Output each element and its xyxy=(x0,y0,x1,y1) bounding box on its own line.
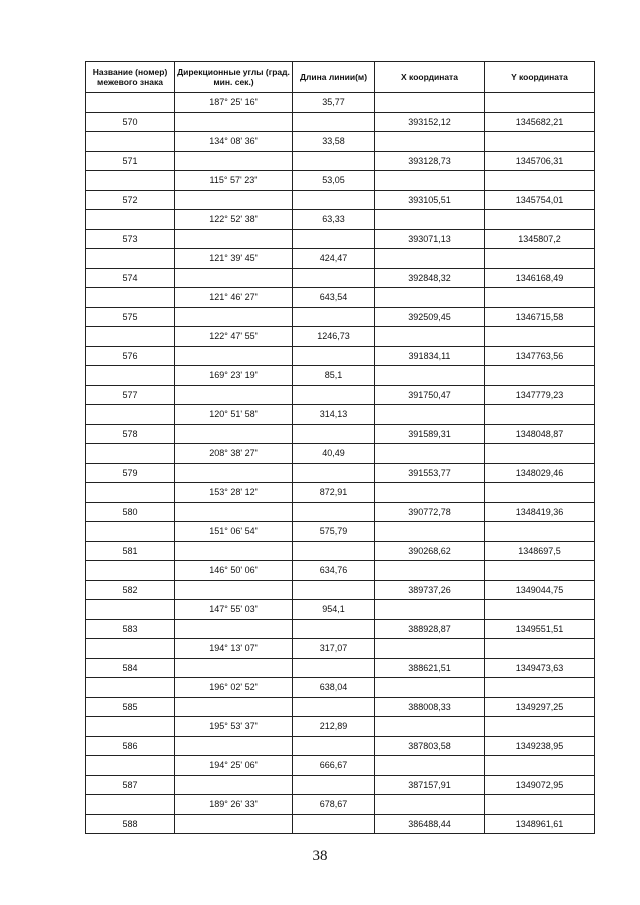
cell-x-coordinate xyxy=(375,522,485,542)
table-row xyxy=(86,463,595,483)
table-row xyxy=(86,210,595,230)
cell-direction-angle xyxy=(175,307,293,327)
table-row xyxy=(86,268,595,288)
cell-direction-angle xyxy=(175,346,293,366)
cell-point-name xyxy=(86,756,175,776)
cell-x-coordinate xyxy=(375,639,485,659)
cell-point-name: 575 xyxy=(86,307,175,327)
table-row xyxy=(86,814,595,834)
cell-direction-angle xyxy=(175,580,293,600)
cell-y-coordinate: 1345706,31 xyxy=(485,151,595,171)
cell-point-name: 582 xyxy=(86,580,175,600)
cell-direction-angle: 122° 47' 55" xyxy=(175,327,293,347)
table-row xyxy=(86,346,595,366)
cell-y-coordinate xyxy=(485,483,595,503)
cell-x-coordinate xyxy=(375,600,485,620)
cell-x-coordinate: 391750,47 xyxy=(375,385,485,405)
cell-line-length xyxy=(293,775,375,795)
cell-y-coordinate: 1346715,58 xyxy=(485,307,595,327)
cell-y-coordinate xyxy=(485,210,595,230)
header-point-name: Название (номер) межевого знака xyxy=(86,62,175,93)
cell-line-length xyxy=(293,502,375,522)
table-row xyxy=(86,795,595,815)
table-header-row xyxy=(86,62,595,93)
cell-x-coordinate: 391589,31 xyxy=(375,424,485,444)
cell-direction-angle: 208° 38' 27" xyxy=(175,444,293,464)
cell-line-length: 678,67 xyxy=(293,795,375,815)
cell-line-length: 314,13 xyxy=(293,405,375,425)
cell-line-length xyxy=(293,580,375,600)
cell-direction-angle: 194° 13' 07" xyxy=(175,639,293,659)
table-row xyxy=(86,151,595,171)
cell-direction-angle xyxy=(175,541,293,561)
cell-point-name xyxy=(86,210,175,230)
cell-direction-angle xyxy=(175,619,293,639)
cell-line-length xyxy=(293,619,375,639)
cell-x-coordinate xyxy=(375,249,485,269)
cell-x-coordinate xyxy=(375,366,485,386)
cell-x-coordinate: 391834,11 xyxy=(375,346,485,366)
table-row xyxy=(86,639,595,659)
cell-point-name xyxy=(86,795,175,815)
cell-point-name xyxy=(86,171,175,191)
cell-x-coordinate xyxy=(375,288,485,308)
cell-y-coordinate xyxy=(485,795,595,815)
cell-x-coordinate xyxy=(375,93,485,113)
table-row xyxy=(86,717,595,737)
cell-y-coordinate: 1347763,56 xyxy=(485,346,595,366)
cell-point-name: 587 xyxy=(86,775,175,795)
table-row xyxy=(86,541,595,561)
cell-line-length xyxy=(293,463,375,483)
cell-y-coordinate: 1348419,36 xyxy=(485,502,595,522)
cell-y-coordinate: 1349044,75 xyxy=(485,580,595,600)
cell-x-coordinate: 393152,12 xyxy=(375,112,485,132)
cell-direction-angle: 121° 46' 27" xyxy=(175,288,293,308)
cell-line-length xyxy=(293,658,375,678)
cell-direction-angle xyxy=(175,463,293,483)
cell-direction-angle xyxy=(175,502,293,522)
cell-y-coordinate: 1349551,51 xyxy=(485,619,595,639)
cell-direction-angle xyxy=(175,736,293,756)
cell-direction-angle xyxy=(175,229,293,249)
cell-y-coordinate xyxy=(485,717,595,737)
cell-line-length: 212,89 xyxy=(293,717,375,737)
table-row xyxy=(86,736,595,756)
cell-point-name xyxy=(86,405,175,425)
cell-direction-angle: 147° 55' 03" xyxy=(175,600,293,620)
cell-line-length xyxy=(293,151,375,171)
table-row xyxy=(86,307,595,327)
cell-x-coordinate: 386488,44 xyxy=(375,814,485,834)
cell-point-name xyxy=(86,249,175,269)
cell-line-length: 1246,73 xyxy=(293,327,375,347)
coordinates-table xyxy=(85,61,595,834)
cell-line-length: 638,04 xyxy=(293,678,375,698)
cell-x-coordinate: 388008,33 xyxy=(375,697,485,717)
table-row xyxy=(86,405,595,425)
cell-y-coordinate xyxy=(485,678,595,698)
table-row xyxy=(86,561,595,581)
cell-direction-angle: 153° 28' 12" xyxy=(175,483,293,503)
table-row xyxy=(86,775,595,795)
cell-point-name: 586 xyxy=(86,736,175,756)
cell-x-coordinate: 392848,32 xyxy=(375,268,485,288)
cell-point-name xyxy=(86,93,175,113)
table-row xyxy=(86,522,595,542)
table-row xyxy=(86,424,595,444)
cell-point-name: 585 xyxy=(86,697,175,717)
cell-line-length xyxy=(293,814,375,834)
cell-direction-angle: 120° 51' 58" xyxy=(175,405,293,425)
cell-y-coordinate: 1348697,5 xyxy=(485,541,595,561)
cell-y-coordinate xyxy=(485,93,595,113)
cell-point-name xyxy=(86,717,175,737)
cell-line-length: 634,76 xyxy=(293,561,375,581)
cell-line-length: 63,33 xyxy=(293,210,375,230)
table-row xyxy=(86,366,595,386)
cell-line-length: 643,54 xyxy=(293,288,375,308)
table-row xyxy=(86,288,595,308)
cell-y-coordinate xyxy=(485,327,595,347)
cell-line-length xyxy=(293,736,375,756)
cell-x-coordinate xyxy=(375,561,485,581)
cell-y-coordinate xyxy=(485,522,595,542)
table-row xyxy=(86,132,595,152)
cell-line-length: 53,05 xyxy=(293,171,375,191)
cell-x-coordinate: 393071,13 xyxy=(375,229,485,249)
header-y-coordinate: Y координата xyxy=(485,62,595,93)
cell-y-coordinate: 1347779,23 xyxy=(485,385,595,405)
cell-point-name: 584 xyxy=(86,658,175,678)
cell-y-coordinate xyxy=(485,366,595,386)
cell-direction-angle xyxy=(175,190,293,210)
cell-point-name: 574 xyxy=(86,268,175,288)
cell-direction-angle: 146° 50' 06" xyxy=(175,561,293,581)
cell-point-name xyxy=(86,600,175,620)
cell-direction-angle xyxy=(175,151,293,171)
table-row xyxy=(86,249,595,269)
table-row xyxy=(86,756,595,776)
cell-direction-angle: 189° 26' 33" xyxy=(175,795,293,815)
cell-line-length xyxy=(293,268,375,288)
cell-line-length xyxy=(293,424,375,444)
table-row xyxy=(86,444,595,464)
cell-y-coordinate xyxy=(485,171,595,191)
cell-point-name xyxy=(86,483,175,503)
cell-x-coordinate xyxy=(375,327,485,347)
cell-y-coordinate: 1346168,49 xyxy=(485,268,595,288)
cell-line-length: 35,77 xyxy=(293,93,375,113)
cell-y-coordinate xyxy=(485,405,595,425)
cell-y-coordinate xyxy=(485,288,595,308)
cell-y-coordinate: 1345754,01 xyxy=(485,190,595,210)
cell-x-coordinate xyxy=(375,132,485,152)
cell-y-coordinate: 1349072,95 xyxy=(485,775,595,795)
cell-point-name: 583 xyxy=(86,619,175,639)
cell-direction-angle: 169° 23' 19" xyxy=(175,366,293,386)
cell-point-name: 573 xyxy=(86,229,175,249)
cell-point-name: 579 xyxy=(86,463,175,483)
cell-point-name: 578 xyxy=(86,424,175,444)
cell-x-coordinate: 393105,51 xyxy=(375,190,485,210)
cell-y-coordinate: 1349473,63 xyxy=(485,658,595,678)
cell-line-length: 872,91 xyxy=(293,483,375,503)
table-row xyxy=(86,678,595,698)
cell-line-length: 40,49 xyxy=(293,444,375,464)
cell-x-coordinate xyxy=(375,483,485,503)
cell-point-name xyxy=(86,132,175,152)
header-x-coordinate: X координата xyxy=(375,62,485,93)
cell-direction-angle: 151° 06' 54" xyxy=(175,522,293,542)
cell-y-coordinate: 1345807,2 xyxy=(485,229,595,249)
table-row xyxy=(86,385,595,405)
table-row xyxy=(86,327,595,347)
cell-x-coordinate xyxy=(375,210,485,230)
cell-y-coordinate xyxy=(485,561,595,581)
cell-line-length xyxy=(293,190,375,210)
cell-line-length: 424,47 xyxy=(293,249,375,269)
cell-x-coordinate: 387803,58 xyxy=(375,736,485,756)
table-row xyxy=(86,112,595,132)
table-row xyxy=(86,619,595,639)
cell-direction-angle: 196° 02' 52" xyxy=(175,678,293,698)
cell-y-coordinate xyxy=(485,132,595,152)
cell-line-length: 317,07 xyxy=(293,639,375,659)
cell-point-name: 588 xyxy=(86,814,175,834)
cell-line-length: 575,79 xyxy=(293,522,375,542)
cell-point-name: 576 xyxy=(86,346,175,366)
cell-x-coordinate: 388621,51 xyxy=(375,658,485,678)
cell-x-coordinate: 389737,26 xyxy=(375,580,485,600)
table-row xyxy=(86,502,595,522)
cell-line-length xyxy=(293,541,375,561)
cell-point-name xyxy=(86,288,175,308)
cell-point-name: 577 xyxy=(86,385,175,405)
cell-y-coordinate: 1348961,61 xyxy=(485,814,595,834)
table-row xyxy=(86,171,595,191)
cell-direction-angle: 187° 25' 16" xyxy=(175,93,293,113)
cell-line-length: 85,1 xyxy=(293,366,375,386)
cell-y-coordinate: 1348029,46 xyxy=(485,463,595,483)
cell-point-name: 581 xyxy=(86,541,175,561)
cell-x-coordinate: 387157,91 xyxy=(375,775,485,795)
cell-point-name: 570 xyxy=(86,112,175,132)
cell-line-length xyxy=(293,307,375,327)
cell-direction-angle xyxy=(175,112,293,132)
cell-x-coordinate xyxy=(375,171,485,191)
cell-direction-angle xyxy=(175,697,293,717)
cell-point-name xyxy=(86,522,175,542)
cell-x-coordinate xyxy=(375,444,485,464)
cell-x-coordinate xyxy=(375,795,485,815)
table-row xyxy=(86,229,595,249)
cell-line-length: 954,1 xyxy=(293,600,375,620)
cell-point-name xyxy=(86,639,175,659)
cell-direction-angle: 194° 25' 06" xyxy=(175,756,293,776)
cell-point-name xyxy=(86,366,175,386)
cell-line-length: 666,67 xyxy=(293,756,375,776)
table-row xyxy=(86,658,595,678)
table-row xyxy=(86,580,595,600)
cell-point-name xyxy=(86,561,175,581)
cell-direction-angle xyxy=(175,658,293,678)
cell-y-coordinate: 1348048,87 xyxy=(485,424,595,444)
cell-direction-angle: 121° 39' 45" xyxy=(175,249,293,269)
cell-direction-angle xyxy=(175,385,293,405)
cell-line-length xyxy=(293,346,375,366)
cell-direction-angle: 122° 52' 38" xyxy=(175,210,293,230)
table-row xyxy=(86,190,595,210)
cell-point-name xyxy=(86,678,175,698)
cell-line-length: 33,58 xyxy=(293,132,375,152)
cell-y-coordinate xyxy=(485,444,595,464)
cell-direction-angle xyxy=(175,814,293,834)
table-row xyxy=(86,600,595,620)
cell-y-coordinate xyxy=(485,249,595,269)
cell-line-length xyxy=(293,697,375,717)
cell-x-coordinate: 392509,45 xyxy=(375,307,485,327)
cell-line-length xyxy=(293,385,375,405)
cell-direction-angle: 195° 53' 37" xyxy=(175,717,293,737)
header-line-length: Длина линии(м) xyxy=(293,62,375,93)
cell-point-name: 580 xyxy=(86,502,175,522)
cell-point-name xyxy=(86,327,175,347)
table-row xyxy=(86,93,595,113)
cell-direction-angle: 134° 08' 36" xyxy=(175,132,293,152)
cell-x-coordinate: 391553,77 xyxy=(375,463,485,483)
cell-x-coordinate xyxy=(375,717,485,737)
cell-direction-angle xyxy=(175,268,293,288)
cell-direction-angle: 115° 57' 23" xyxy=(175,171,293,191)
cell-x-coordinate xyxy=(375,405,485,425)
cell-y-coordinate xyxy=(485,600,595,620)
cell-direction-angle xyxy=(175,424,293,444)
cell-x-coordinate: 388928,87 xyxy=(375,619,485,639)
cell-y-coordinate: 1349238,95 xyxy=(485,736,595,756)
cell-x-coordinate: 390772,78 xyxy=(375,502,485,522)
cell-x-coordinate: 393128,73 xyxy=(375,151,485,171)
cell-x-coordinate: 390268,62 xyxy=(375,541,485,561)
cell-y-coordinate: 1349297,25 xyxy=(485,697,595,717)
page-number: 38 xyxy=(312,848,328,864)
cell-direction-angle xyxy=(175,775,293,795)
cell-y-coordinate xyxy=(485,639,595,659)
table-body xyxy=(86,93,595,834)
cell-y-coordinate: 1345682,21 xyxy=(485,112,595,132)
cell-point-name: 572 xyxy=(86,190,175,210)
cell-y-coordinate xyxy=(485,756,595,776)
header-direction-angle: Дирекционные углы (град. мин. сек.) xyxy=(175,62,293,93)
table-row xyxy=(86,483,595,503)
cell-point-name: 571 xyxy=(86,151,175,171)
table-row xyxy=(86,697,595,717)
cell-line-length xyxy=(293,229,375,249)
cell-x-coordinate xyxy=(375,756,485,776)
cell-x-coordinate xyxy=(375,678,485,698)
cell-point-name xyxy=(86,444,175,464)
cell-line-length xyxy=(293,112,375,132)
